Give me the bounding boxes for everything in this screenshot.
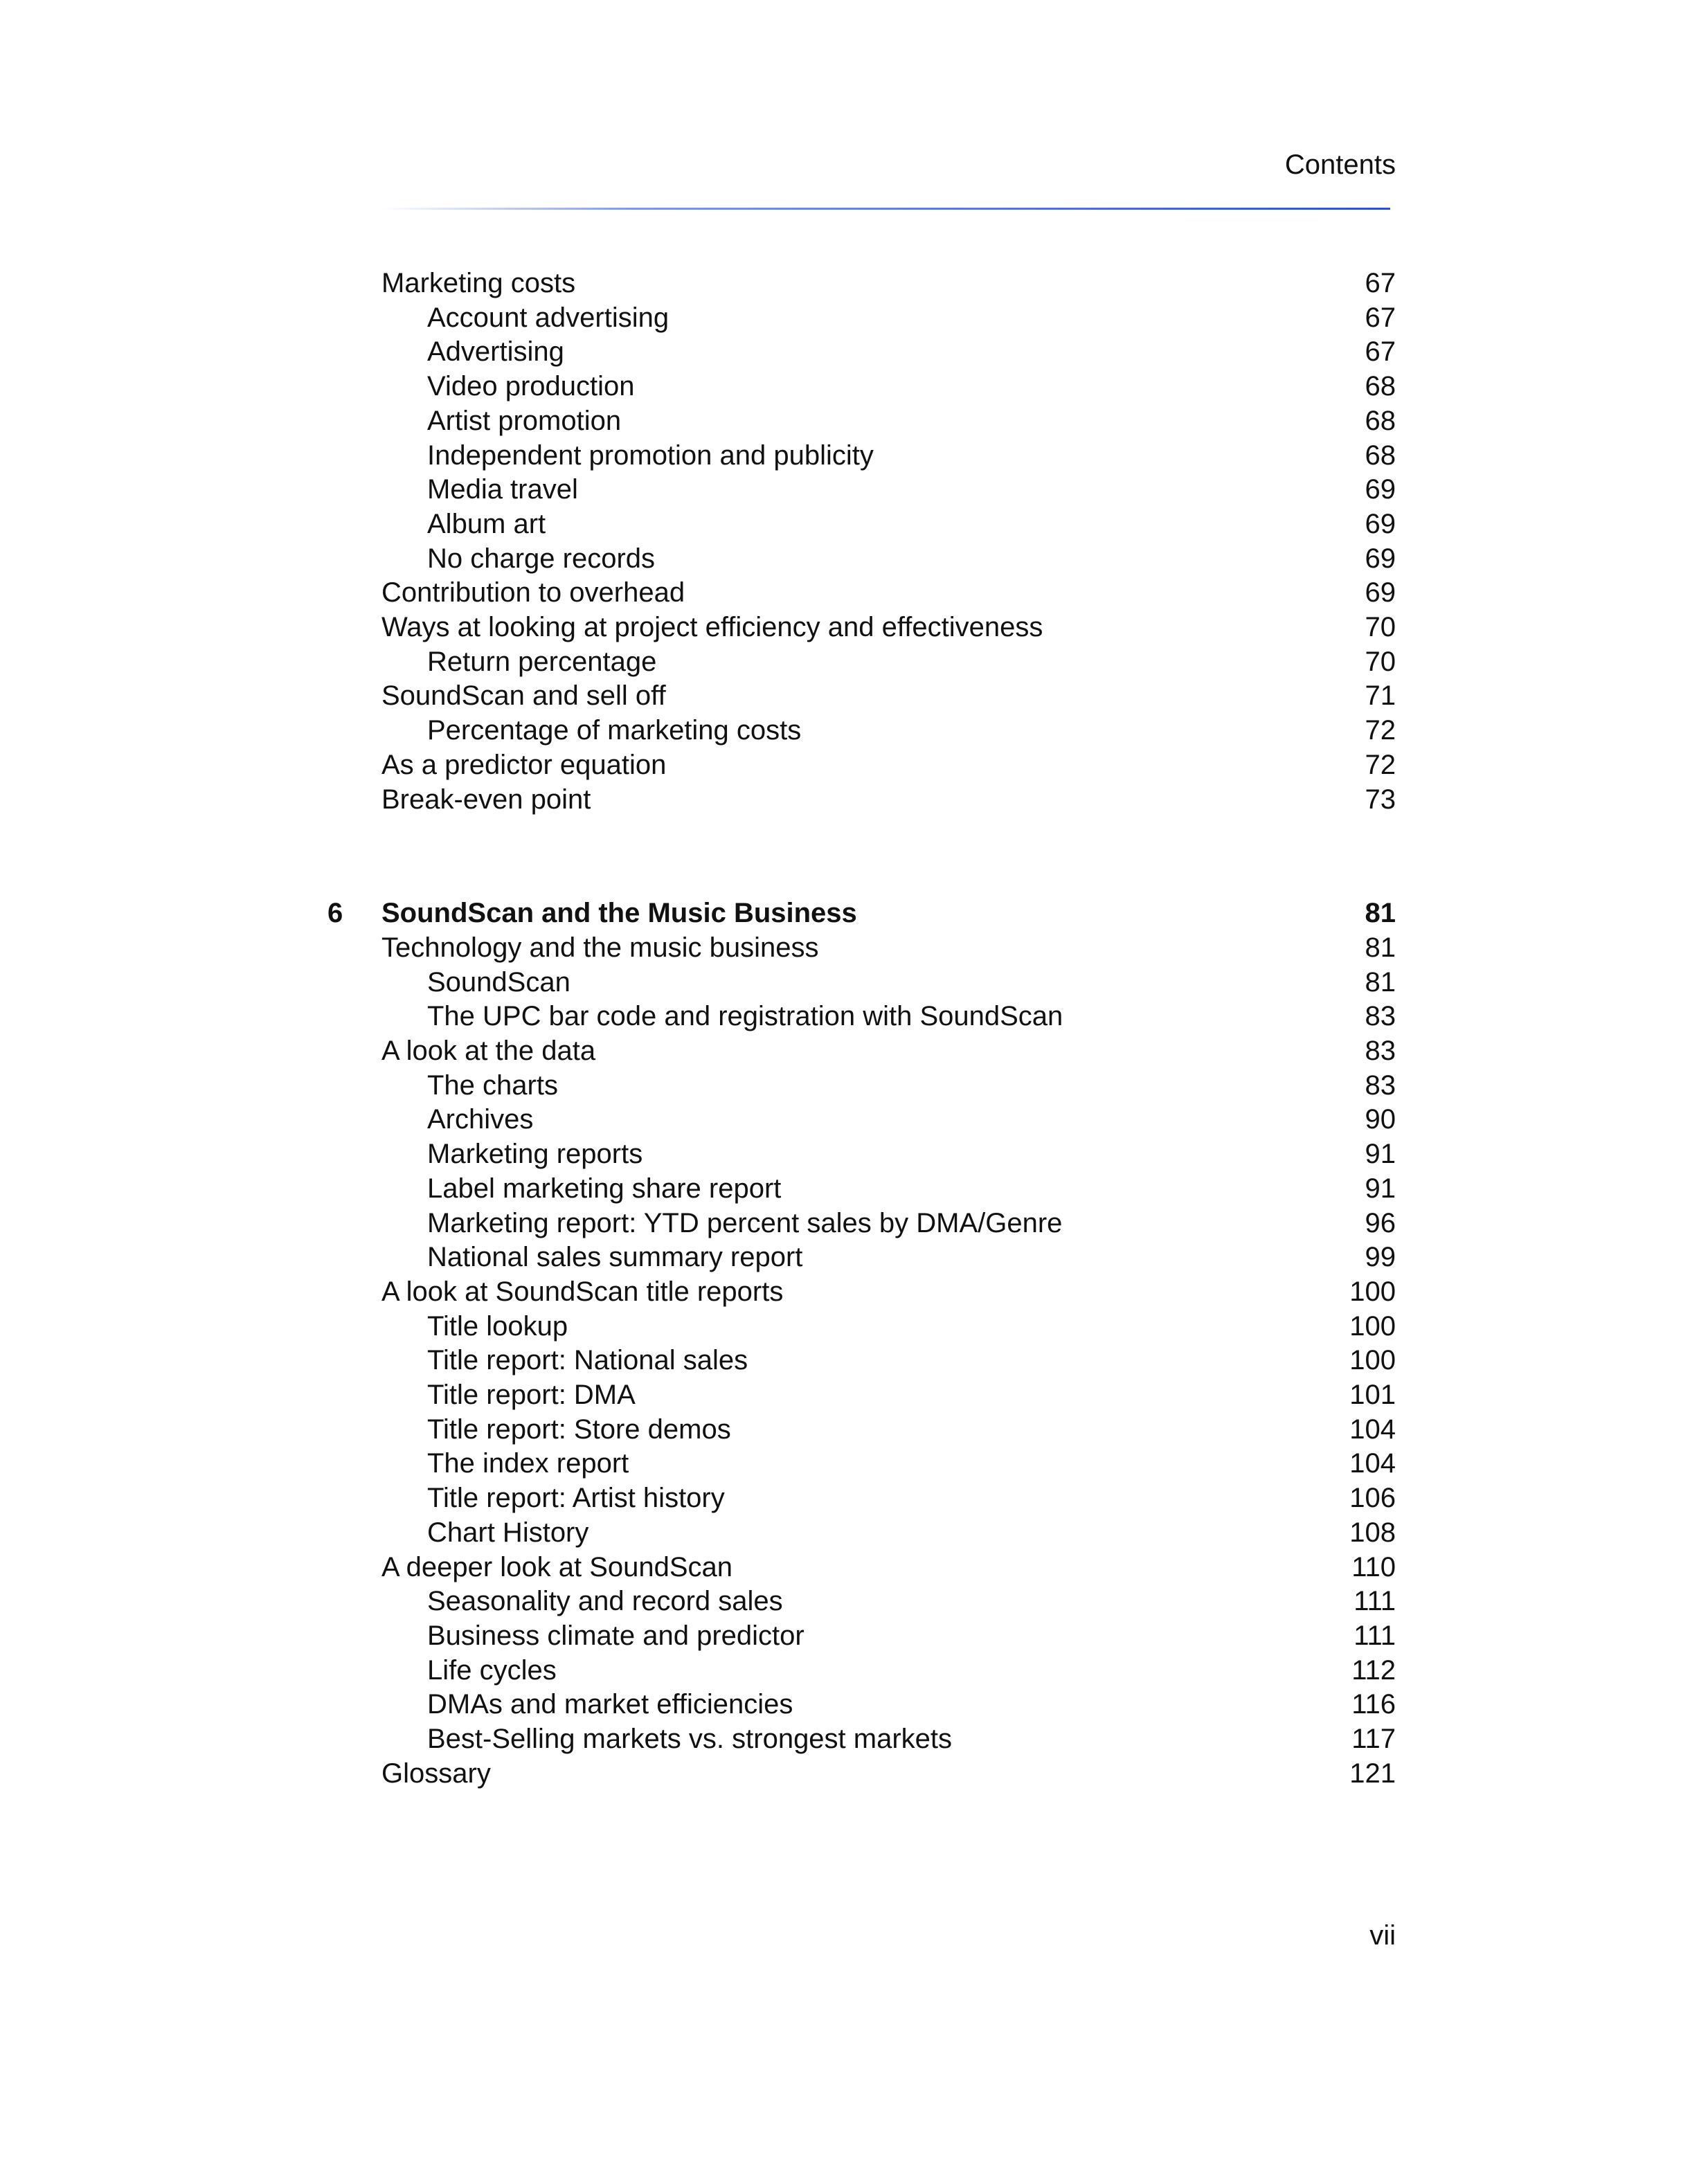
entry-page-number: 68 [1365, 371, 1396, 401]
entry-title: National sales summary report [427, 1242, 803, 1272]
entry-page-number: 72 [1365, 715, 1396, 746]
entry-page-number: 67 [1365, 336, 1396, 367]
toc-entry [0, 541, 1708, 576]
entry-title: A look at the data [381, 1036, 596, 1066]
chapter-title: SoundScan and the Music Business [381, 898, 857, 928]
entry-page-number: 110 [1351, 1552, 1396, 1582]
entry-title: Marketing reports [427, 1139, 643, 1169]
toc-entry [0, 1481, 1708, 1515]
toc-entry [0, 748, 1708, 782]
toc-entry [0, 1240, 1708, 1274]
toc-chapter-heading [0, 896, 1708, 930]
toc-entry [0, 1378, 1708, 1412]
toc-entry [0, 1034, 1708, 1068]
entry-page-number: 104 [1349, 1448, 1396, 1479]
entry-page-number: 67 [1365, 303, 1396, 333]
entry-page-number: 108 [1349, 1517, 1396, 1548]
toc-entry [0, 1584, 1708, 1618]
entry-title: Artist promotion [427, 406, 622, 436]
toc-entry [0, 1068, 1708, 1103]
entry-title: Contribution to overhead [381, 577, 685, 608]
toc-entry [0, 678, 1708, 713]
toc-entry [0, 1171, 1708, 1206]
entry-page-number: 69 [1365, 509, 1396, 539]
entry-page-number: 90 [1365, 1104, 1396, 1135]
entry-page-number: 68 [1365, 440, 1396, 471]
toc-entry [0, 369, 1708, 404]
entry-title: Title report: Store demos [427, 1414, 731, 1445]
entry-page-number: 104 [1349, 1414, 1396, 1445]
toc-entry [0, 266, 1708, 300]
chapter-number: 6 [327, 898, 343, 928]
toc-entry [0, 644, 1708, 679]
entry-title: The UPC bar code and registration with SoundScan [427, 1001, 1063, 1031]
entry-page-number: 121 [1349, 1758, 1396, 1789]
entry-title: Account advertising [427, 303, 669, 333]
entry-title: Seasonality and record sales [427, 1586, 783, 1616]
entry-title: Advertising [427, 336, 564, 367]
entry-title: Independent promotion and publicity [427, 440, 874, 471]
toc-entry [0, 1274, 1708, 1309]
entry-title: No charge records [427, 543, 656, 574]
entry-page-number: 81 [1365, 932, 1396, 963]
page-number: vii [1369, 1920, 1396, 1951]
entry-title: Ways at looking at project efficiency and effectiveness [381, 612, 1043, 642]
entry-page-number: 81 [1365, 898, 1396, 928]
toc-entry [0, 507, 1708, 541]
entry-page-number: 69 [1365, 543, 1396, 574]
entry-title: Return percentage [427, 647, 657, 677]
entry-title: Percentage of marketing costs [427, 715, 802, 746]
entry-title: Media travel [427, 474, 578, 505]
entry-page-number: 70 [1365, 647, 1396, 677]
entry-title: Title report: National sales [427, 1345, 748, 1375]
toc-entry [0, 1446, 1708, 1481]
entry-page-number: 100 [1349, 1311, 1396, 1342]
entry-title: Best-Selling markets vs. strongest markets [427, 1724, 953, 1754]
entry-page-number: 99 [1365, 1242, 1396, 1272]
toc-entry [0, 1412, 1708, 1447]
entry-page-number: 91 [1365, 1139, 1396, 1169]
entry-title: As a predictor equation [381, 750, 667, 780]
entry-page-number: 106 [1349, 1483, 1396, 1513]
entry-page-number: 111 [1354, 1586, 1396, 1616]
entry-title: Glossary [381, 1758, 491, 1789]
entry-title: Marketing costs [381, 268, 576, 298]
toc-entry [0, 1515, 1708, 1550]
entry-title: DMAs and market efficiencies [427, 1689, 793, 1720]
entry-page-number: 67 [1365, 268, 1396, 298]
toc-entry [0, 965, 1708, 1000]
entry-title: SoundScan and sell off [381, 680, 666, 711]
entry-title: Video production [427, 371, 635, 401]
entry-page-number: 96 [1365, 1208, 1396, 1238]
entry-title: The charts [427, 1070, 558, 1101]
entry-title: Title lookup [427, 1311, 568, 1342]
running-head: Contents [1284, 150, 1396, 180]
entry-title: Life cycles [427, 1655, 557, 1686]
toc-entry [0, 1550, 1708, 1585]
entry-page-number: 69 [1365, 577, 1396, 608]
entry-title: Technology and the music business [381, 932, 819, 963]
entry-page-number: 72 [1365, 750, 1396, 780]
toc-entry [0, 1687, 1708, 1722]
entry-title: Break-even point [381, 784, 591, 815]
toc-entry [0, 999, 1708, 1034]
toc-entry [0, 713, 1708, 748]
entry-page-number: 112 [1351, 1655, 1396, 1686]
entry-title: A deeper look at SoundScan [381, 1552, 733, 1582]
toc-entry [0, 575, 1708, 610]
header-rule [382, 208, 1390, 210]
entry-title: Marketing report: YTD percent sales by DMA/Genre [427, 1208, 1063, 1238]
entry-title: Chart History [427, 1517, 589, 1548]
toc-entry [0, 1137, 1708, 1171]
entry-page-number: 117 [1351, 1724, 1396, 1754]
entry-page-number: 83 [1365, 1070, 1396, 1101]
toc-entry [0, 1343, 1708, 1378]
toc-entry [0, 472, 1708, 507]
toc-entry [0, 1618, 1708, 1653]
entry-page-number: 73 [1365, 784, 1396, 815]
entry-page-number: 81 [1365, 967, 1396, 998]
entry-page-number: 68 [1365, 406, 1396, 436]
entry-title: Title report: DMA [427, 1380, 636, 1410]
toc-entry [0, 1756, 1708, 1791]
entry-title: Archives [427, 1104, 534, 1135]
entry-title: Title report: Artist history [427, 1483, 725, 1513]
toc-entry [0, 300, 1708, 335]
toc-entry [0, 1722, 1708, 1756]
entry-page-number: 116 [1351, 1689, 1396, 1720]
toc-entry [0, 782, 1708, 817]
toc-entry [0, 1102, 1708, 1137]
toc-entry [0, 1206, 1708, 1240]
entry-title: SoundScan [427, 967, 570, 998]
entry-page-number: 71 [1365, 680, 1396, 711]
toc-entry [0, 610, 1708, 644]
entry-title: Album art [427, 509, 546, 539]
entry-title: Label marketing share report [427, 1173, 782, 1204]
toc-entry [0, 438, 1708, 473]
entry-page-number: 101 [1349, 1380, 1396, 1410]
entry-page-number: 91 [1365, 1173, 1396, 1204]
entry-page-number: 111 [1354, 1621, 1396, 1651]
entry-page-number: 83 [1365, 1036, 1396, 1066]
entry-title: A look at SoundScan title reports [381, 1276, 784, 1307]
toc-entry [0, 1653, 1708, 1688]
entry-page-number: 100 [1349, 1276, 1396, 1307]
entry-page-number: 83 [1365, 1001, 1396, 1031]
toc-entry [0, 1309, 1708, 1344]
toc-entry [0, 404, 1708, 438]
entry-title: Business climate and predictor [427, 1621, 804, 1651]
entry-page-number: 69 [1365, 474, 1396, 505]
toc-entry [0, 334, 1708, 369]
entry-title: The index report [427, 1448, 629, 1479]
entry-page-number: 100 [1349, 1345, 1396, 1375]
entry-page-number: 70 [1365, 612, 1396, 642]
toc-entry [0, 930, 1708, 965]
